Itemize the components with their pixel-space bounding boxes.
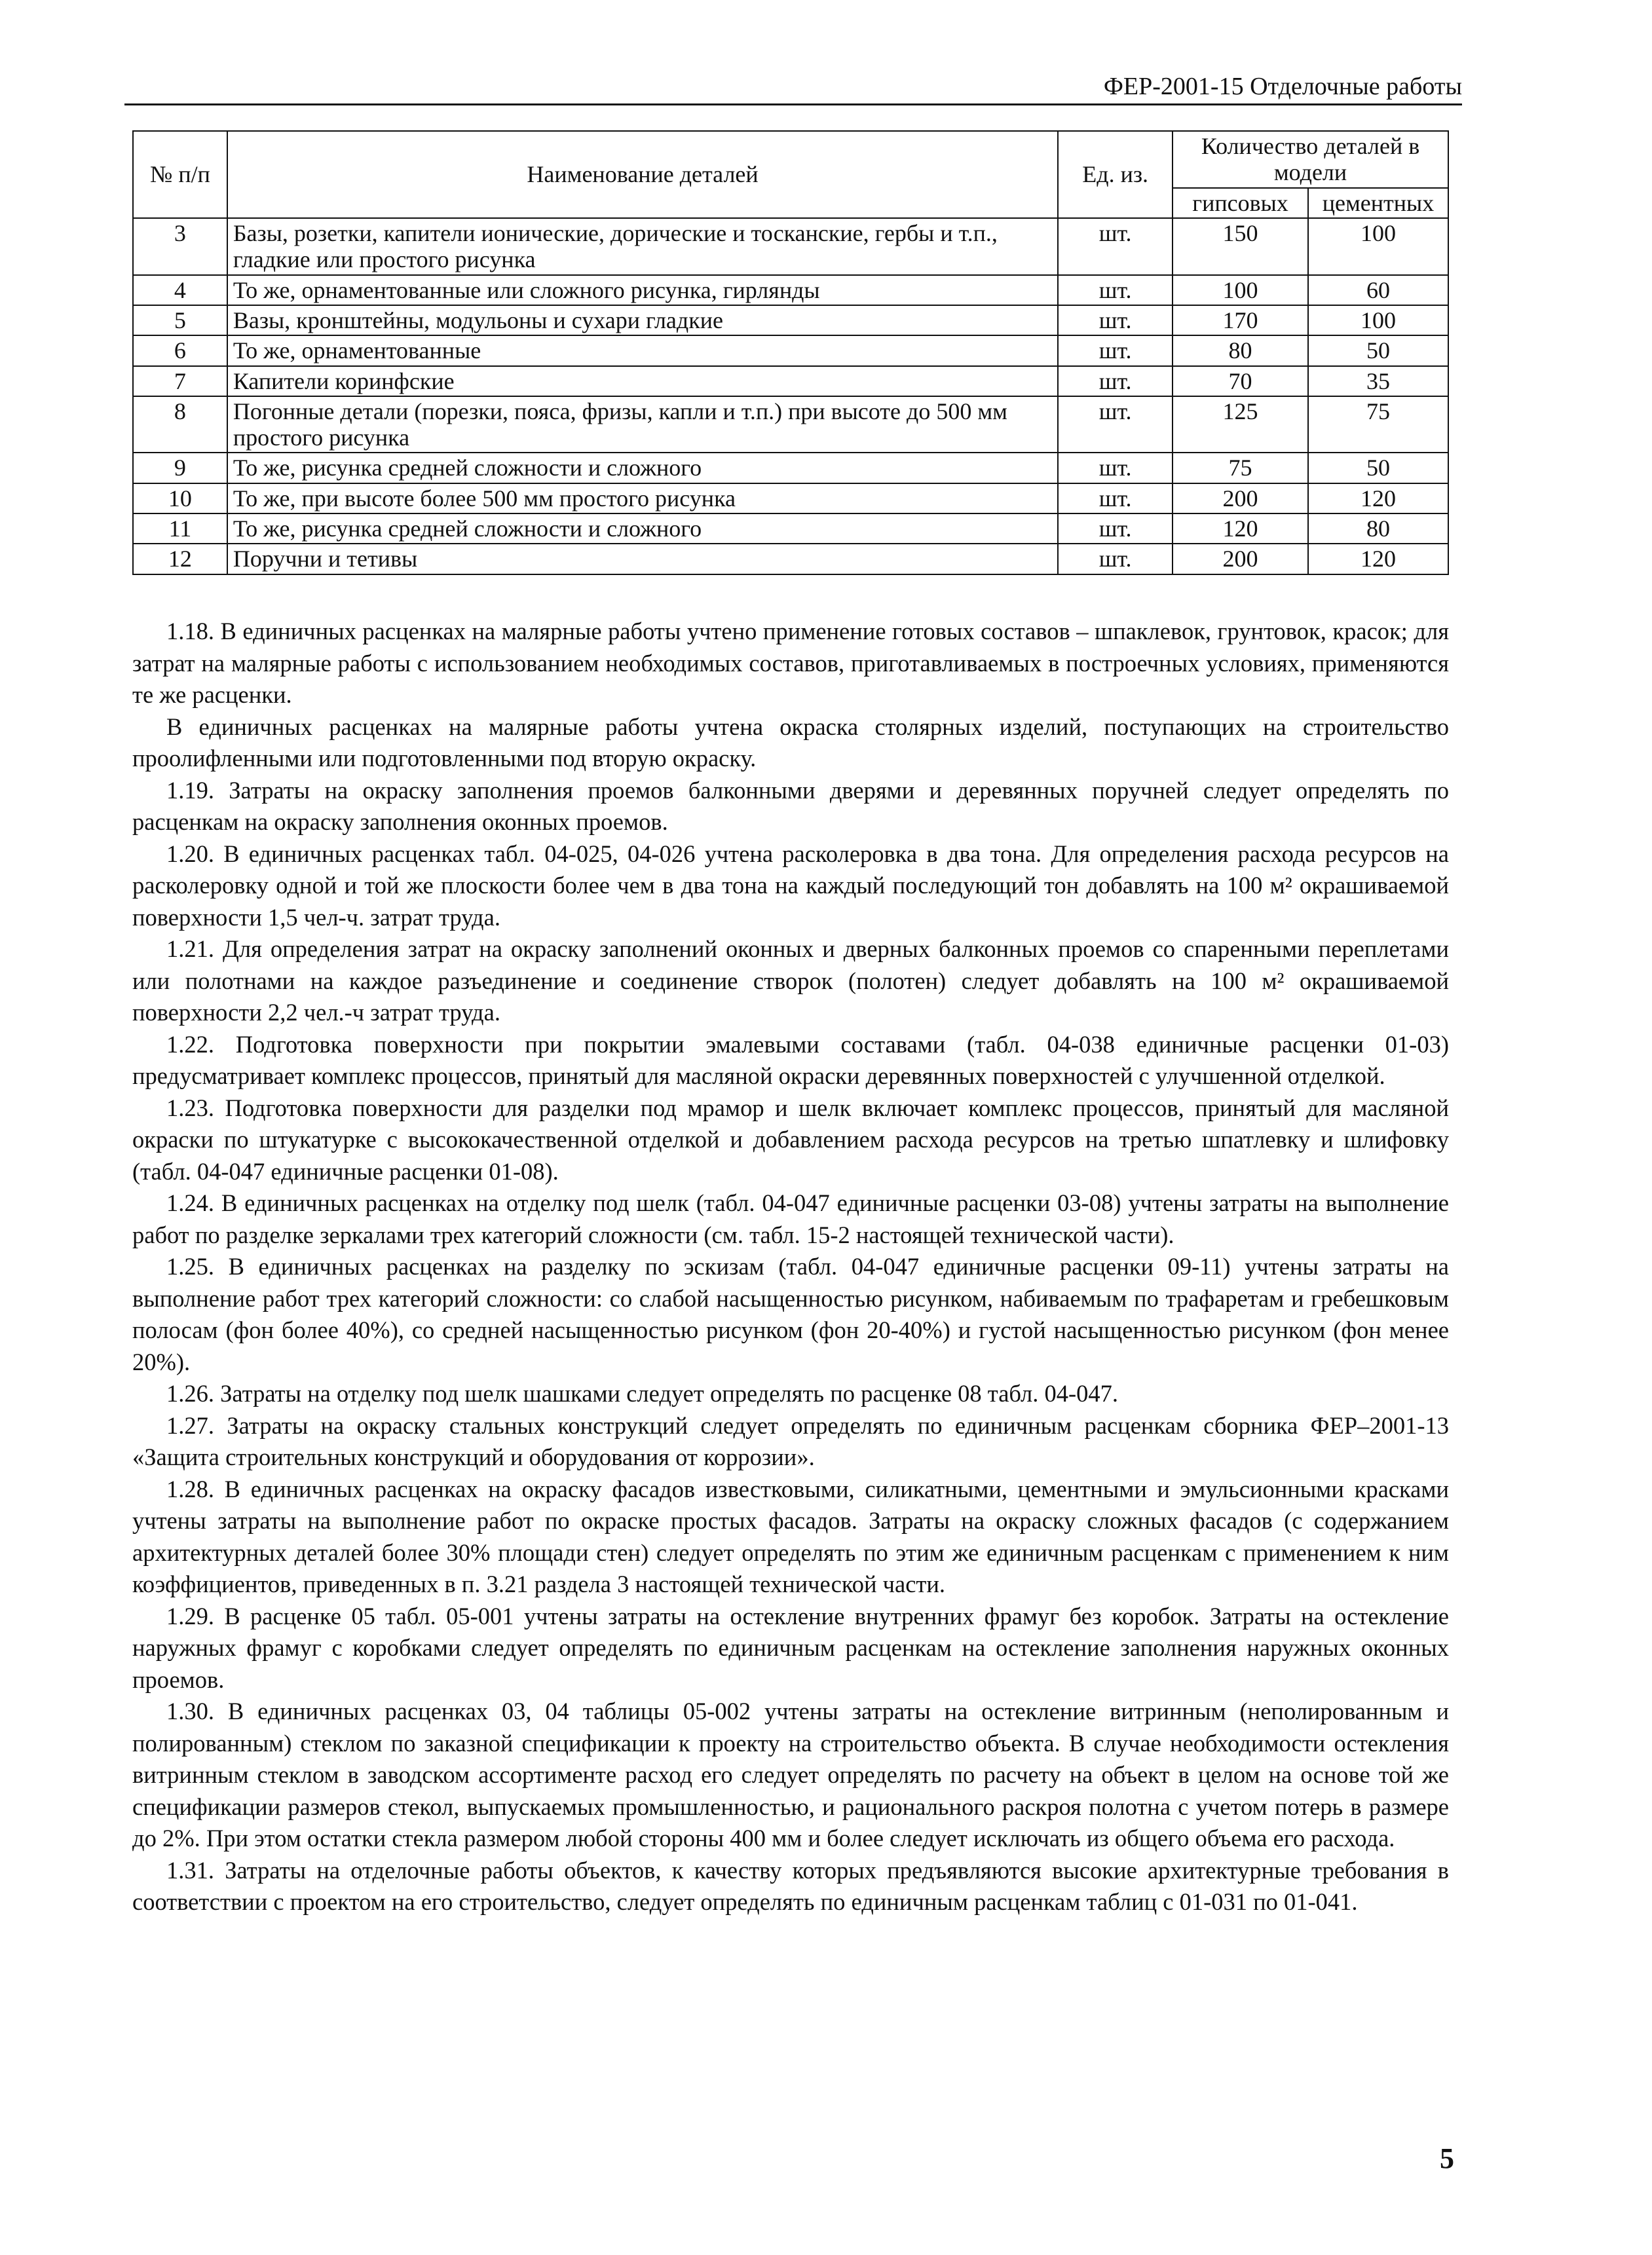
paragraph-1-21: 1.21. Для определения затрат на окраску заполнений оконных и дверных балконных проемов со спаренными переплетами или полотнами на каждое разъединение и соединение створок (полотен) следует добавлять на 100 м² окрашиваемой поверхности 2,2 чел.-ч затрат труда.	[132, 935, 1449, 1026]
row-num: 10	[133, 483, 227, 513]
paragraph-1-29: 1.29. В расценке 05 табл. 05-001 учтены затраты на остекление внутренних фрамуг без коробок. Затраты на остекление наружных фрамуг с коробками следует определять по единичным расценкам на остекление заполнения наружных оконных проемов.	[132, 1602, 1449, 1693]
header-cement: цементных	[1308, 188, 1448, 218]
row-gypsum: 200	[1173, 544, 1308, 574]
row-num: 9	[133, 453, 227, 483]
header-num: № п/п	[133, 131, 227, 218]
paragraph-1-19: 1.19. Затраты на окраску заполнения проемов балконными дверями и деревянных поручней следует определять по расценкам на окраску заполнения оконных проемов.	[132, 776, 1449, 835]
row-cement: 80	[1308, 513, 1448, 544]
row-cement: 120	[1308, 483, 1448, 513]
header-name: Наименование деталей	[227, 131, 1058, 218]
row-gypsum: 100	[1173, 275, 1308, 305]
page-header	[124, 71, 1462, 105]
row-name: То же, орнаментованные или сложного рисунка, гирлянды	[227, 275, 1058, 305]
row-cement: 35	[1308, 366, 1448, 396]
paragraph-1-20: 1.20. В единичных расценках табл. 04-025, 04-026 учтена расколеровка в два тона. Для определения расхода ресурсов на расколеровку одной и той же плоскости более чем в два тона на каждый последующий тон добавлять на 100 м² окрашиваемой поверхности 1,5 чел-ч. затрат труда.	[132, 840, 1449, 931]
row-gypsum: 150	[1173, 218, 1308, 275]
paragraph-1-24: 1.24. В единичных расценках на отделку под шелк (табл. 04-047 единичные расценки 03-08) учтены затраты на выполнение работ по разделке зеркалами трех категорий сложности (см. табл. 15-2 настоящей технической части).	[132, 1189, 1449, 1248]
row-gypsum: 120	[1173, 513, 1308, 544]
paragraph-1-18: 1.18. В единичных расценках на малярные работы учтено применение готовых составов – шпаклевок, грунтовок, красок; для затрат на малярные работы с использованием необходимых составов, приготавливаемых в построечных условиях, применяются те же расценки.	[132, 618, 1449, 708]
table-row	[133, 335, 1448, 365]
row-gypsum: 170	[1173, 305, 1308, 335]
table-row	[133, 483, 1448, 513]
row-unit: шт.	[1058, 335, 1173, 365]
table-row	[133, 275, 1448, 305]
row-gypsum: 80	[1173, 335, 1308, 365]
row-num: 4	[133, 275, 227, 305]
row-unit: шт.	[1058, 218, 1173, 275]
row-unit: шт.	[1058, 396, 1173, 453]
row-cement: 100	[1308, 305, 1448, 335]
table-row	[133, 396, 1448, 453]
row-name: Вазы, кронштейны, модульоны и сухари гладкие	[227, 305, 1058, 335]
row-unit: шт.	[1058, 275, 1173, 305]
row-cement: 60	[1308, 275, 1448, 305]
row-gypsum: 75	[1173, 453, 1308, 483]
paragraph-1-18-cont: В единичных расценках на малярные работы учтена окраска столярных изделий, поступающих на строительство проолифленными или подготовленными под вторую окраску.	[132, 713, 1449, 772]
table-row	[133, 544, 1448, 574]
header-qty-group: Количество деталей в модели	[1173, 131, 1448, 188]
row-num: 12	[133, 544, 227, 574]
paragraph-1-31: 1.31. Затраты на отделочные работы объектов, к качеству которых предъявляются высокие архитектурные требования в соответствии с проектом на его строительство, следует определять по единичным расценкам таблиц с 01-031 по 01-041.	[132, 1856, 1449, 1915]
paragraph-1-25: 1.25. В единичных расценках на разделку по эскизам (табл. 04-047 единичные расценки 09-11) учтены затраты на выполнение работ трех категорий сложности: со слабой насыщенностью рисунком, набиваемым по трафаретам и гребешковым полосам (фон более 40%), со средней насыщенностью рисунком (фон 20-40%) и густой насыщенностью рисунком (фон менее 20%).	[132, 1253, 1449, 1375]
details-table	[132, 130, 1449, 575]
table-row	[133, 305, 1448, 335]
page-number: 5	[1440, 2142, 1454, 2174]
row-name: То же, рисунка средней сложности и сложного	[227, 453, 1058, 483]
row-unit: шт.	[1058, 366, 1173, 396]
row-num: 7	[133, 366, 227, 396]
row-num: 3	[133, 218, 227, 275]
paragraph-1-27: 1.27. Затраты на окраску стальных конструкций следует определять по единичным расценкам сборника ФЕР–2001-13 «Защита строительных конструкций и оборудования от коррозии».	[132, 1411, 1449, 1470]
row-cement: 100	[1308, 218, 1448, 275]
paragraph-1-30: 1.30. В единичных расценках 03, 04 таблицы 05-002 учтены затраты на остекление витринным (неполированным и полированным) стеклом по заказной спецификации к проекту на строительство объекта. В случае необходимости остекления витринным стеклом в заводском ассортименте расход его следует определять по расчету на объект в целом на основе той же спецификации размеров стекол, выпускаемых промышленностью, и рационального раскроя полотна с учетом потерь в размере до 2%. При этом остатки стекла размером любой стороны 400 мм и более следует исключать из общего объема его расхода.	[132, 1698, 1449, 1852]
table-row	[133, 366, 1448, 396]
row-num: 6	[133, 335, 227, 365]
paragraph-1-26: 1.26. Затраты на отделку под шелк шашками следует определять по расценке 08 табл. 04-047.	[166, 1380, 1119, 1407]
body-text	[132, 616, 1449, 1918]
header-gypsum: гипсовых	[1173, 188, 1308, 218]
row-name: То же, орнаментованные	[227, 335, 1058, 365]
table-row	[133, 218, 1448, 275]
row-gypsum: 200	[1173, 483, 1308, 513]
row-cement: 75	[1308, 396, 1448, 453]
row-num: 5	[133, 305, 227, 335]
row-name: Капители коринфские	[227, 366, 1058, 396]
table-row	[133, 513, 1448, 544]
row-gypsum: 125	[1173, 396, 1308, 453]
row-cement: 120	[1308, 544, 1448, 574]
row-unit: шт.	[1058, 305, 1173, 335]
header-unit: Ед. из.	[1058, 131, 1173, 218]
row-unit: шт.	[1058, 453, 1173, 483]
row-name: Погонные детали (порезки, пояса, фризы, капли и т.п.) при высоте до 500 мм простого рисунка	[227, 396, 1058, 453]
row-unit: шт.	[1058, 544, 1173, 574]
row-name: То же, при высоте более 500 мм простого рисунка	[227, 483, 1058, 513]
row-cement: 50	[1308, 453, 1448, 483]
paragraph-1-23: 1.23. Подготовка поверхности для разделки под мрамор и шелк включает комплекс процессов, принятый для масляной окраски по штукатурке с высококачественной отделкой и добавлением расхода ресурсов на третью шпатлевку и шлифовку (табл. 04-047 единичные расценки 01-08).	[132, 1094, 1449, 1185]
row-unit: шт.	[1058, 483, 1173, 513]
table-row	[133, 453, 1448, 483]
row-num: 8	[133, 396, 227, 453]
row-name: То же, рисунка средней сложности и сложного	[227, 513, 1058, 544]
row-cement: 50	[1308, 335, 1448, 365]
row-num: 11	[133, 513, 227, 544]
row-name: Поручни и тетивы	[227, 544, 1058, 574]
row-gypsum: 70	[1173, 366, 1308, 396]
row-name: Базы, розетки, капители ионические, дорические и тосканские, гербы и т.п., гладкие или простого рисунка	[227, 218, 1058, 275]
paragraph-1-22: 1.22. Подготовка поверхности при покрытии эмалевыми составами (табл. 04-038 единичные расценки 01-03) предусматривает комплекс процессов, принятый для масляной окраски деревянных поверхностей с улучшенной отделкой.	[132, 1030, 1449, 1089]
row-unit: шт.	[1058, 513, 1173, 544]
paragraph-1-28: 1.28. В единичных расценках на окраску фасадов известковыми, силикатными, цементными и эмульсионными красками учтены затраты на выполнение работ по окраске простых фасадов. Затраты на окраску сложных фасадов (с содержанием архитектурных деталей более 30% площади стен) следует определять по этим же единичным расценкам с применением к ним коэффициентов, приведенных в п. 3.21 раздела 3 настоящей технической части.	[132, 1475, 1449, 1597]
document-title: ФЕР-2001-15 Отделочные работы	[1103, 73, 1462, 100]
